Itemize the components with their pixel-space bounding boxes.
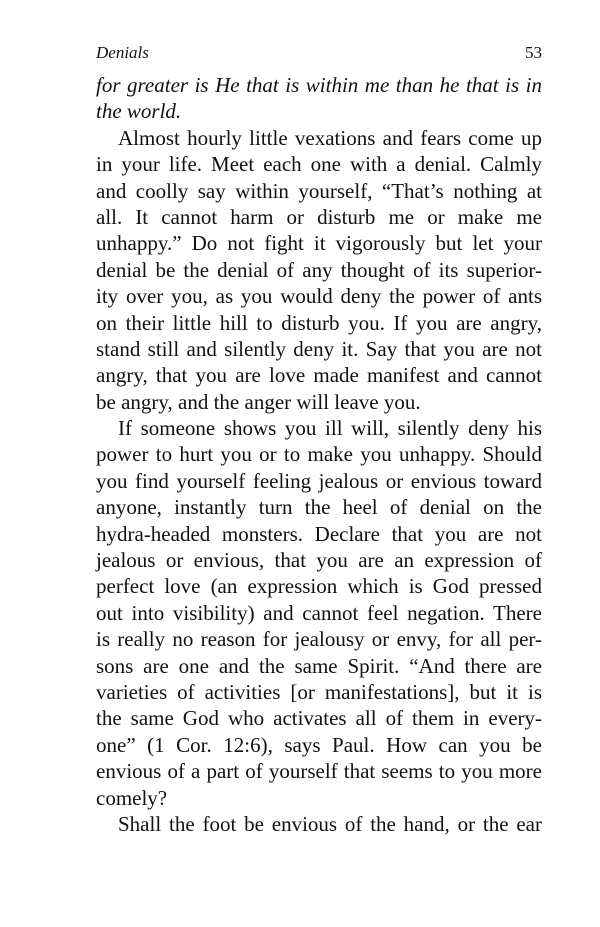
text-line: you find yourself feeling jealous or envious toward (96, 468, 542, 493)
text-line: denial be the denial of any thought of its superior- (96, 257, 542, 282)
text-line: sons are one and the same Spirit. “And there are (96, 653, 542, 678)
page-number: 53 (525, 43, 542, 62)
text-line: unhappy.” Do not fight it vigorously but let your (96, 231, 542, 256)
text-line: stand still and silently deny it. Say that you are not (96, 336, 542, 361)
text-line: ity over you, as you would deny the power of ants (96, 284, 542, 309)
text-line: perfect love (an expression which is God pressed (96, 574, 542, 599)
text-line: for greater is He that is within me than he that is in (96, 73, 542, 97)
text-line: varieties of activities [or manifestations], but it is (96, 679, 542, 704)
text-line: jealous or envious, that you are an expression of (96, 548, 542, 573)
text-line: If someone shows you ill will, silently deny his (118, 416, 542, 441)
chapter-running-head: Denials (96, 43, 149, 62)
text-line: one” (1 Cor. 12:6), says Paul. How can you be (96, 732, 542, 757)
text-line: all. It cannot harm or disturb me or make me (96, 204, 542, 229)
text-line: be angry, and the anger will leave you. (96, 389, 421, 414)
text-line: the same God who activates all of them in every- (96, 706, 542, 731)
text-line: out into visibility) and cannot feel negation. There (96, 600, 542, 625)
text-line: anyone, instantly turn the heel of denial on the (96, 495, 542, 520)
text-line: power to hurt you or to make you unhappy. Should (96, 442, 542, 467)
text-line: angry, that you are love made manifest and cannot (96, 363, 542, 388)
text-line: in your life. Meet each one with a denial. Calmly (96, 152, 542, 177)
text-line: envious of a part of yourself that seems to you more (96, 759, 542, 784)
text-line: and coolly say within yourself, “That’s nothing at (96, 178, 542, 203)
running-header (96, 40, 542, 66)
text-line: hydra-headed monsters. Declare that you are not (96, 521, 542, 546)
text-line: comely? (96, 785, 168, 810)
page-body (96, 72, 542, 837)
text-line: Shall the foot be envious of the hand, or the ear (118, 811, 542, 836)
text-line: the world. (96, 99, 182, 124)
text-line: Almost hourly little vexations and fears come up (118, 125, 542, 150)
text-line: is really no reason for jealousy or envy, for all per- (96, 627, 542, 652)
text-line: on their little hill to disturb you. If you are angry, (96, 310, 542, 335)
